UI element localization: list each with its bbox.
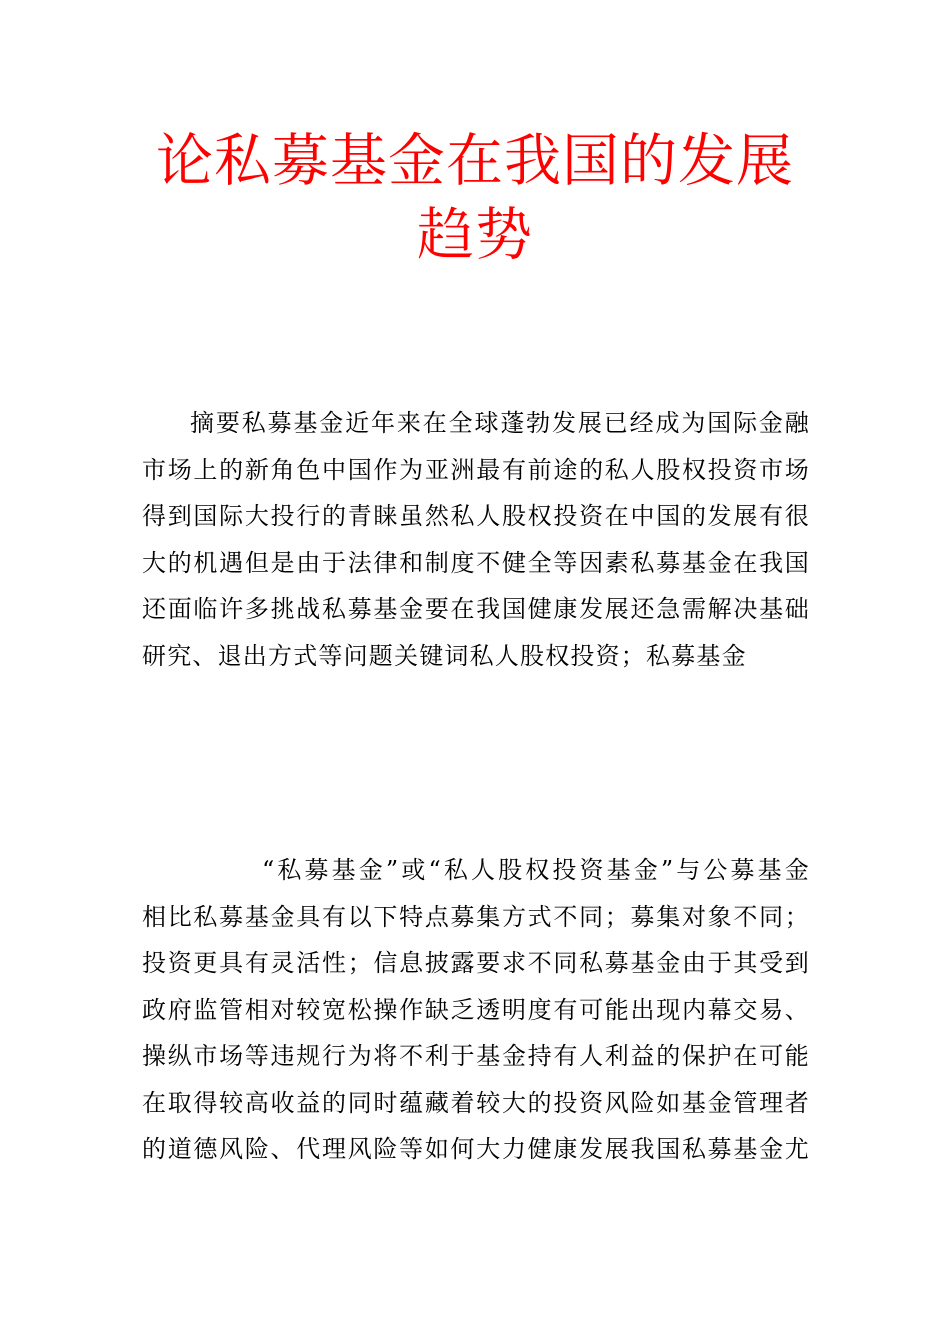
title-line-1: 论私募基金在我国的发展	[156, 128, 794, 194]
body-paragraph	[142, 847, 810, 1173]
paragraph-line: 在取得较高收益的同时蕴藏着较大的投资风险如基金管理者	[142, 1088, 810, 1117]
paragraph-line: 还面临许多挑战私募基金要在我国健康发展还急需解决基础	[142, 595, 810, 623]
paragraph-line: 研究、退出方式等问题关键词私人股权投资；私募基金	[142, 641, 747, 670]
paragraph-line: 大的机遇但是由于法律和制度不健全等因素私募基金在我国	[142, 548, 810, 577]
paragraph-line: 得到国际大投行的青睐虽然私人股权投资在中国的发展有很	[142, 502, 810, 530]
paragraph-line: “私募基金”或“私人股权投资基金”与公募基金	[262, 856, 810, 884]
paragraph-line: 相比私募基金具有以下特点募集方式不同；募集对象不同；	[142, 902, 810, 931]
paragraph-line: 投资更具有灵活性；信息披露要求不同私募基金由于其受到	[142, 949, 810, 977]
abstract-paragraph	[142, 400, 810, 679]
paragraph-line: 摘要私募基金近年来在全球蓬勃发展已经成为国际金融	[190, 409, 810, 437]
paragraph-line: 政府监管相对较宽松操作缺乏透明度有可能出现内幕交易、	[142, 995, 810, 1024]
paragraph-line: 操纵市场等违规行为将不利于基金持有人利益的保护在可能	[142, 1042, 810, 1070]
paragraph-line: 市场上的新角色中国作为亚洲最有前途的私人股权投资市场	[142, 455, 810, 484]
paragraph-line: 的道德风险、代理风险等如何大力健康发展我国私募基金尤	[142, 1135, 810, 1163]
document-title	[140, 124, 810, 272]
title-line-2: 趋势	[417, 202, 533, 268]
